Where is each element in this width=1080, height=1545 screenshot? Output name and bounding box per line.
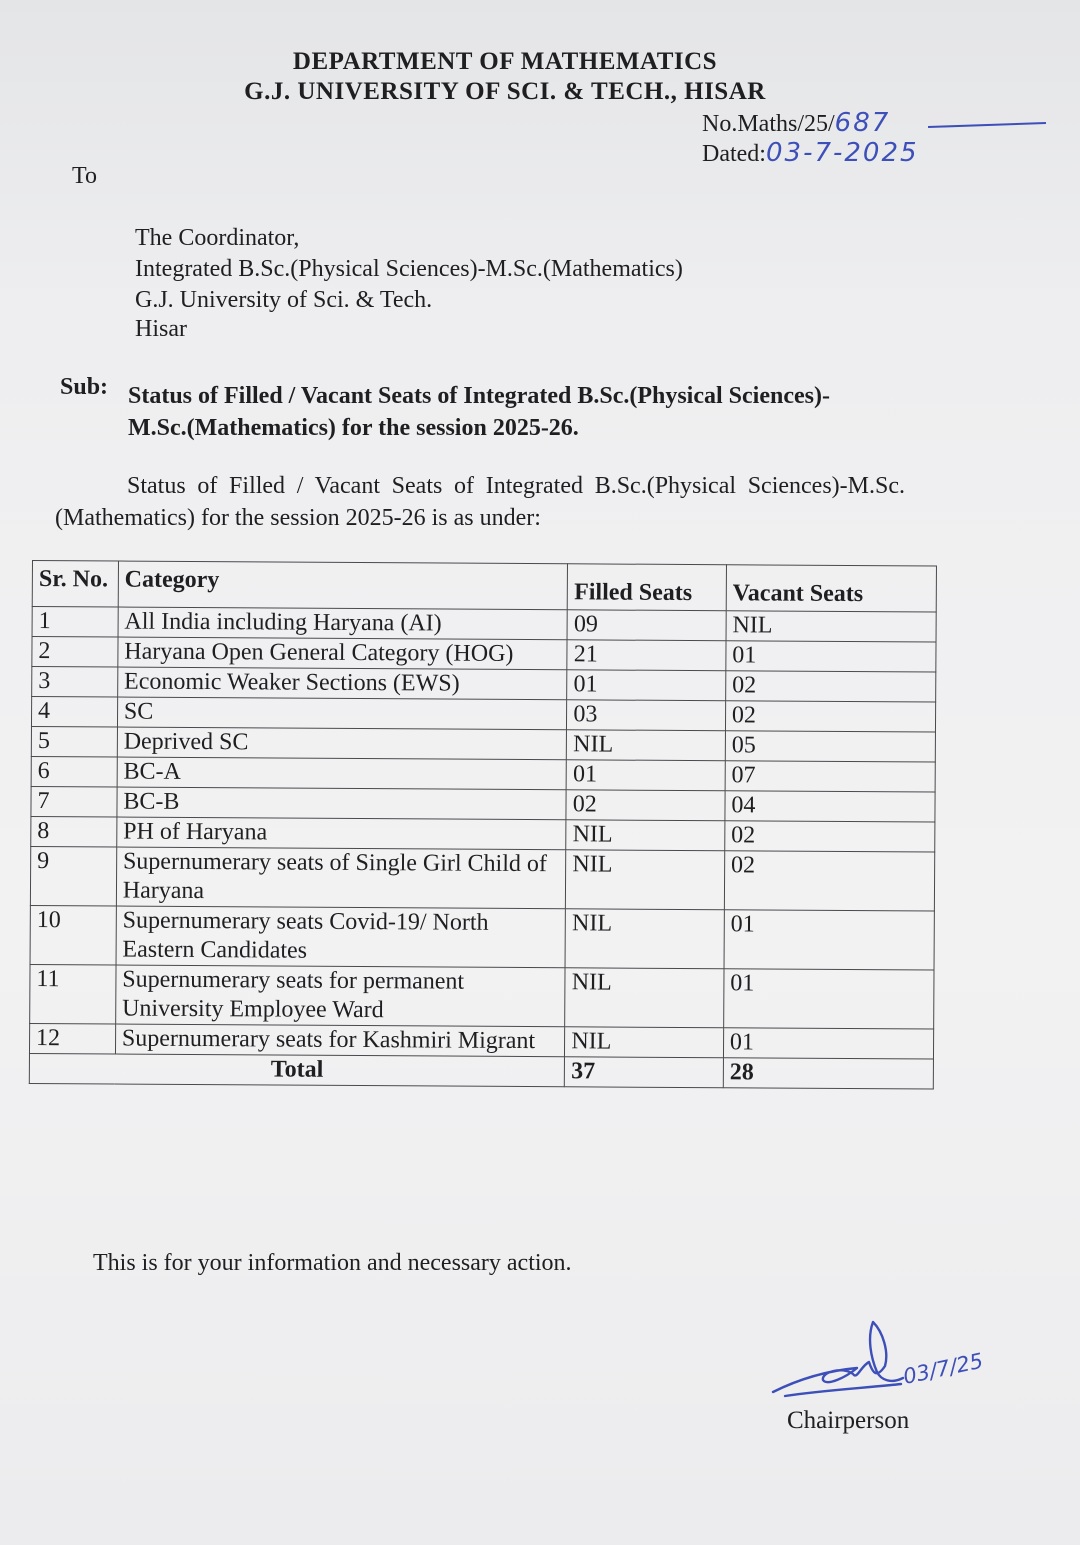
table-row: [30, 846, 934, 911]
category-cell: BC-B: [117, 787, 567, 820]
category-cell: All India including Haryana (AI): [118, 607, 568, 640]
header-filled-seats: Filled Seats: [568, 564, 727, 611]
filled-seats-cell: 02: [566, 790, 725, 821]
table-row: [32, 607, 936, 643]
category-cell: Supernumerary seats for Kashmiri Migrant: [115, 1024, 565, 1057]
intro-paragraph: Status of Filled / Vacant Seats of Integrated B.Sc.(Physical Sciences)-M.Sc.(Mathematics) for the session 2025-26 is as under:: [55, 473, 905, 531]
sr-no-cell: 3: [32, 667, 118, 698]
filled-seats-cell: 01: [567, 670, 726, 701]
filled-seats-cell: 09: [567, 610, 726, 641]
address-line: Integrated B.Sc.(Physical Sciences)-M.Sc.(Mathematics): [135, 256, 683, 282]
filled-seats-cell: 03: [567, 700, 726, 731]
handwritten-reference-number: 687: [834, 108, 891, 138]
header-vacant-seats: Vacant Seats: [726, 565, 936, 612]
table-body: [29, 607, 936, 1060]
category-cell: Supernumerary seats Covid-19/ North Eastern Candidates: [116, 906, 566, 968]
address-line: Hisar: [135, 316, 187, 342]
date-label: Dated:: [702, 141, 766, 167]
vacant-seats-cell: 02: [726, 671, 936, 702]
category-cell: Economic Weaker Sections (EWS): [118, 667, 568, 700]
category-cell: BC-A: [117, 757, 567, 790]
table-row: [30, 964, 934, 1029]
vacant-seats-cell: 02: [725, 821, 935, 852]
closing-line: This is for your information and necessary action.: [93, 1250, 572, 1276]
vacant-seats-cell: 01: [723, 1028, 933, 1059]
header-category: Category: [118, 561, 568, 610]
signature-date: 03/7/25: [901, 1348, 986, 1389]
category-cell: Deprived SC: [117, 727, 567, 760]
filled-seats-cell: NIL: [565, 909, 724, 969]
sr-no-cell: 9: [30, 846, 116, 906]
signature-image: [765, 1318, 1005, 1408]
vacant-seats-cell: 02: [725, 701, 935, 732]
filled-seats-cell: 21: [567, 640, 726, 671]
table-row: [31, 726, 935, 762]
category-cell: SC: [117, 697, 567, 730]
category-cell: Haryana Open General Category (HOG): [118, 637, 568, 670]
table-row: [31, 816, 935, 852]
reference-date: [702, 138, 919, 168]
address-line: G.J. University of Sci. & Tech.: [135, 287, 433, 313]
filled-seats-cell: NIL: [567, 730, 726, 761]
subject-label: Sub:: [60, 374, 109, 400]
vacant-seats-cell: NIL: [726, 611, 936, 642]
sr-no-cell: 4: [31, 697, 117, 728]
table-row: [31, 756, 935, 792]
table-row: [31, 786, 935, 822]
category-cell: Supernumerary seats of Single Girl Child of Haryana: [116, 847, 566, 909]
header-sr-no: Sr. No.: [32, 561, 118, 608]
total-label: Total: [29, 1053, 564, 1086]
sr-no-cell: 5: [31, 726, 117, 757]
seats-table: [29, 560, 937, 1090]
university-heading: G.J. UNIVERSITY OF SCI. & TECH., HISAR: [244, 78, 766, 105]
filled-seats-cell: NIL: [566, 850, 725, 910]
handwritten-stroke: [928, 122, 1046, 128]
sr-no-cell: 11: [30, 964, 116, 1024]
category-cell: Supernumerary seats for permanent University Employee Ward: [116, 965, 566, 1027]
chairperson-title: Chairperson: [787, 1407, 910, 1434]
handwritten-date: 03-7-2025: [765, 138, 919, 168]
table-row: [29, 1023, 933, 1059]
reference-number-label: No.Maths/25/: [702, 111, 835, 137]
subject-text: Status of Filled / Vacant Seats of Integrated B.Sc.(Physical Sciences)-M.Sc.(Mathematics) for the session 2025-26.: [128, 383, 830, 441]
total-filled: 37: [565, 1057, 724, 1088]
sr-no-cell: 6: [31, 756, 117, 787]
to-label: To: [72, 163, 97, 189]
vacant-seats-cell: 01: [726, 641, 936, 672]
reference-number: [702, 108, 890, 138]
vacant-seats-cell: 02: [724, 851, 934, 911]
total-row: [29, 1053, 933, 1089]
filled-seats-cell: NIL: [565, 1027, 724, 1058]
address-line: The Coordinator,: [135, 225, 300, 251]
sr-no-cell: 2: [32, 637, 118, 668]
sr-no-cell: 10: [30, 905, 116, 965]
sr-no-cell: 12: [29, 1023, 115, 1054]
table-row: [32, 637, 936, 673]
table-row: [30, 905, 934, 970]
department-heading: DEPARTMENT OF MATHEMATICS: [292, 48, 718, 75]
filled-seats-cell: 01: [566, 760, 725, 791]
vacant-seats-cell: 07: [725, 761, 935, 792]
vacant-seats-cell: 05: [725, 731, 935, 762]
vacant-seats-cell: 01: [724, 910, 934, 970]
table-row: [32, 667, 936, 703]
category-cell: PH of Haryana: [117, 817, 567, 850]
total-vacant: 28: [723, 1058, 933, 1089]
filled-seats-cell: NIL: [566, 820, 725, 851]
sr-no-cell: 7: [31, 786, 117, 817]
table-header-row: [32, 561, 936, 613]
filled-seats-cell: NIL: [565, 968, 724, 1028]
vacant-seats-cell: 04: [725, 791, 935, 822]
sr-no-cell: 1: [32, 607, 118, 638]
vacant-seats-cell: 01: [724, 969, 934, 1029]
sr-no-cell: 8: [31, 816, 117, 847]
